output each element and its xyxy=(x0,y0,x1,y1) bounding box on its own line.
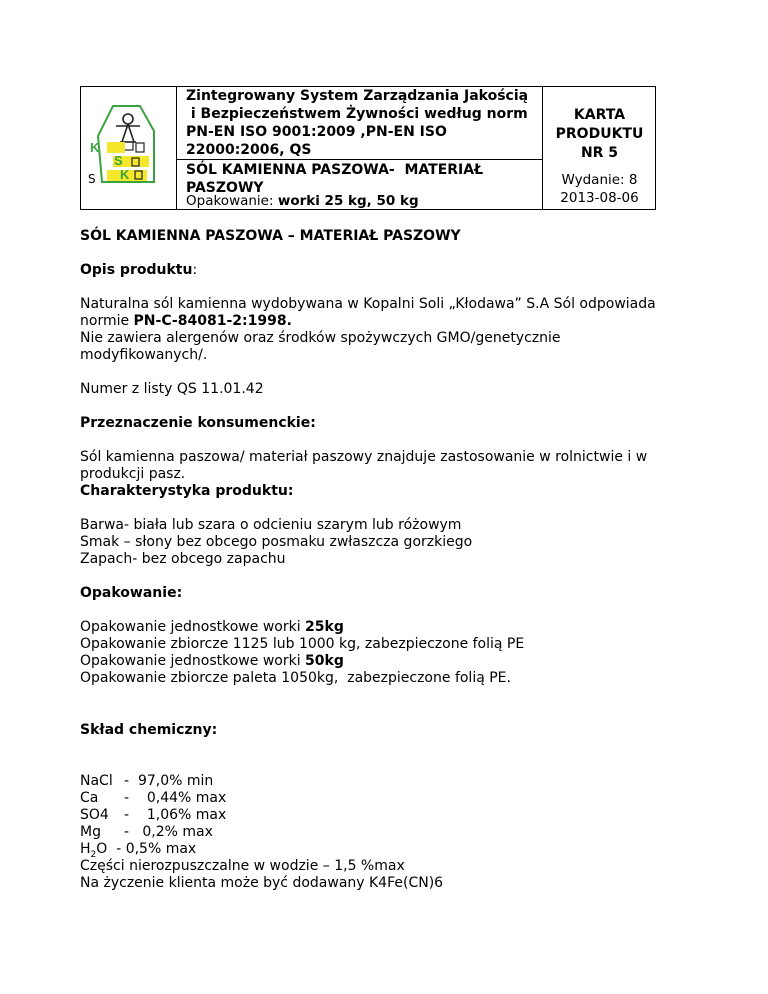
packaging-label: Opakowanie: xyxy=(186,193,278,209)
composition-row-mg xyxy=(80,824,213,841)
consumer-line-2: produkcji pasz. xyxy=(80,466,186,482)
composition-row-nacl-name: NaCl xyxy=(80,773,113,789)
header-row-divider xyxy=(176,159,542,160)
system-title-line-3: PN-EN ISO 9001:2009 ,PN-EN ISO xyxy=(186,124,447,140)
header-table xyxy=(80,86,656,210)
characteristic-color: Barwa- biała lub szara o odcieniu szarym lub różowym xyxy=(80,517,462,533)
water-value: - 0,5% max xyxy=(107,841,197,857)
edition-number: Wydanie: 8 xyxy=(561,172,638,188)
packaging-line-4: Opakowanie zbiorcze paleta 1050kg, zabezpieczone folią PE. xyxy=(80,670,511,686)
edition-info xyxy=(543,171,656,207)
system-title-line-2: i Bezpieczeństwem Żywności według norm xyxy=(186,106,528,122)
system-title xyxy=(186,87,546,159)
header-divider-1 xyxy=(176,86,177,210)
composition-row-ca-value: - 0,44% max xyxy=(124,790,227,806)
description-line-4: modyfikowanych/. xyxy=(80,347,208,363)
product-name-line-2: PASZOWY xyxy=(186,180,264,196)
composition-row-nacl xyxy=(80,773,213,790)
norm-prefix: normie xyxy=(80,313,134,329)
composition-heading: Skład chemiczny: xyxy=(80,722,218,738)
card-line-1: KARTA xyxy=(573,107,626,123)
qs-number: Numer z listy QS 11.01.42 xyxy=(80,381,264,397)
packaging-line-2: Opakowanie zbiorcze 1125 lub 1000 kg, zabezpieczone folią PE xyxy=(80,636,525,652)
logo-suffix: S xyxy=(88,172,96,186)
packaging-line-1 xyxy=(80,619,344,636)
product-name-line-1: SÓL KAMIENNA PASZOWA- MATERIAŁ xyxy=(186,162,484,178)
card-line-3: NR 5 xyxy=(580,145,619,161)
description-heading xyxy=(80,262,197,279)
norm-code: PN-C-84081-2:1998. xyxy=(133,313,292,329)
description-heading-text: Opis produktu xyxy=(80,262,193,278)
packaging-line-1-weight: 25kg xyxy=(305,619,344,635)
packaging-line-3-weight: 50kg xyxy=(305,653,344,669)
composition-row-mg-value: - 0,2% max xyxy=(124,824,213,840)
composition-row-so4-value: - 1,06% max xyxy=(124,807,227,823)
characteristic-smell: Zapach- bez obcego zapachu xyxy=(80,551,286,567)
document-title: SÓL KAMIENNA PASZOWA – MATERIAŁ PASZOWY xyxy=(80,228,461,244)
composition-row-nacl-value: - 97,0% min xyxy=(124,773,214,789)
edition-date: 2013-08-06 xyxy=(560,190,639,206)
characteristics-heading: Charakterystyka produktu: xyxy=(80,483,294,499)
composition-additive: Na życzenie klienta może być dodawany K4Fe(CN)6 xyxy=(80,875,444,891)
description-line-3: Nie zawiera alergenów oraz środków spożywczych GMO/genetycznie xyxy=(80,330,561,346)
packaging-line-1-text: Opakowanie jednostkowe worki xyxy=(80,619,306,635)
system-title-line-4: 22000:2006, QS xyxy=(186,142,312,158)
composition-row-ca-name: Ca xyxy=(80,790,99,806)
composition-row-mg-name: Mg xyxy=(80,824,101,840)
consumer-line-1: Sól kamienna paszowa/ materiał paszowy znajduje zastosowanie w rolnictwie i w xyxy=(80,449,648,465)
composition-row-so4 xyxy=(80,807,226,824)
description-heading-colon: : xyxy=(192,262,198,278)
water-subscript: 2 xyxy=(90,849,97,860)
packaging-line-3 xyxy=(80,653,344,670)
header-packaging xyxy=(186,193,419,209)
characteristic-taste: Smak – słony bez obcego posmaku zwłaszcza gorzkiego xyxy=(80,534,473,550)
product-card-number xyxy=(543,106,656,163)
system-title-line-1: Zintegrowany System Zarządzania Jakością xyxy=(186,88,529,104)
consumer-heading: Przeznaczenie konsumenckie: xyxy=(80,415,316,431)
logo-letter-k2: K xyxy=(120,167,130,182)
product-name xyxy=(186,161,546,197)
logo-letter-s: S xyxy=(114,153,123,168)
packaging-value: worki 25 kg, 50 kg xyxy=(277,193,419,209)
composition-insoluble: Części nierozpuszczalne w wodzie – 1,5 %max xyxy=(80,858,405,874)
composition-row-water xyxy=(80,841,196,858)
company-logo xyxy=(80,86,176,210)
card-line-2: PRODUKTU xyxy=(555,126,644,142)
description-line-2 xyxy=(80,313,292,330)
water-h: H xyxy=(80,841,91,857)
logo-letter-k1: K xyxy=(90,140,100,155)
packaging-line-3-text: Opakowanie jednostkowe worki xyxy=(80,653,306,669)
packaging-heading: Opakowanie: xyxy=(80,585,183,601)
description-line-1: Naturalna sól kamienna wydobywana w Kopalni Soli „Kłodawa” S.A Sól odpowiada xyxy=(80,296,656,312)
composition-row-ca xyxy=(80,790,226,807)
composition-row-so4-name: SO4 xyxy=(80,807,109,823)
water-o: O xyxy=(96,841,108,857)
